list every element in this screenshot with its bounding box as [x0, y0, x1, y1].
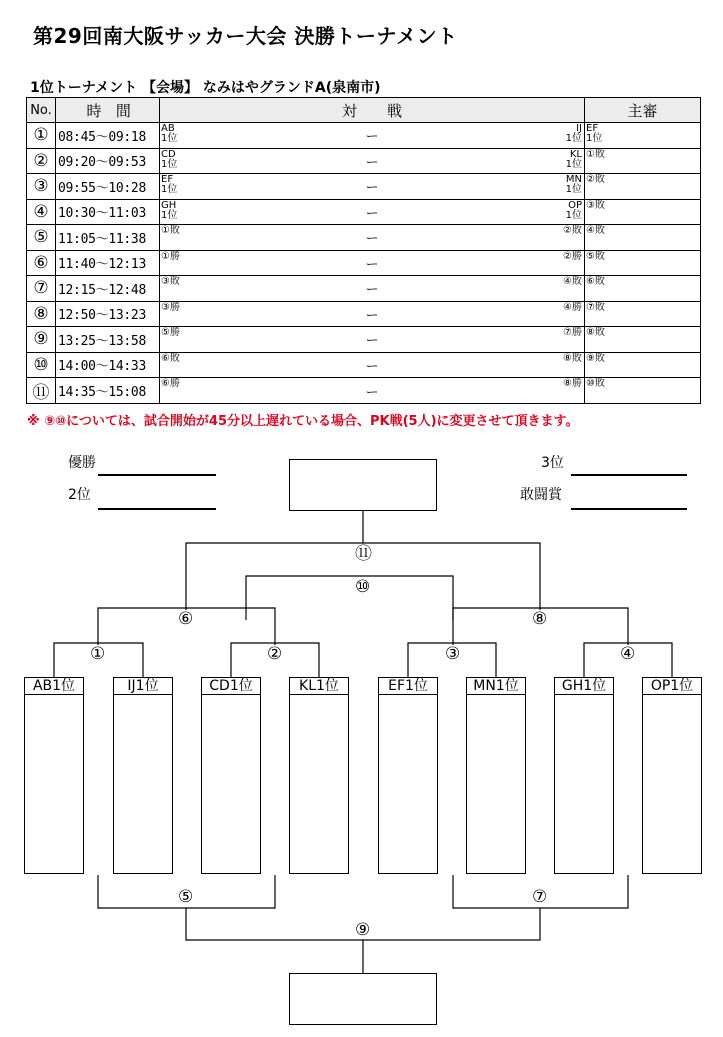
team-box-kl1 — [289, 677, 349, 874]
team-right-line: 1位 — [565, 133, 582, 144]
team-name: OP1位 — [643, 678, 701, 695]
match-10-number: ⑩ — [355, 577, 371, 597]
versus-dash: ー — [365, 180, 379, 196]
versus-dash: ー — [365, 308, 379, 324]
match-time: 11:05～11:38 — [56, 225, 160, 251]
referee-line: ⑧敗 — [586, 327, 605, 338]
match-no: ② — [27, 148, 56, 174]
team-left-line: ③敗 — [161, 276, 180, 287]
referee-line: ⑦敗 — [586, 301, 605, 313]
team-left-line: ⑥勝 — [161, 378, 180, 389]
match-no: ⑤ — [27, 225, 56, 251]
team-right-line: MN — [565, 174, 582, 185]
match-no: ③ — [27, 174, 56, 200]
referee-line: ⑨敗 — [586, 352, 605, 364]
referee-line: EF — [586, 123, 599, 134]
team-name: CD1位 — [202, 678, 260, 695]
match-time: 10:30～11:03 — [56, 199, 160, 225]
match-time: 09:55～10:28 — [56, 174, 160, 200]
fighting-spirit-label: 敢闘賞 — [520, 487, 562, 503]
team-right-line: ④勝 — [563, 301, 582, 313]
header-referee: 主審 — [585, 98, 701, 123]
team-name: EF1位 — [379, 678, 437, 695]
versus-dash: ー — [365, 129, 379, 145]
referee-line: 1位 — [586, 133, 603, 144]
match-time: 14:35～15:08 — [56, 378, 160, 404]
team-right-line: ②勝 — [563, 250, 582, 262]
match-time: 08:45～09:18 — [56, 123, 160, 149]
match-4-number: ④ — [620, 644, 636, 664]
team-right-line: 1位 — [565, 158, 582, 170]
team-right-line: KL — [569, 148, 582, 160]
team-right-line: IJ — [576, 123, 582, 134]
team-right-line: ④敗 — [563, 276, 582, 287]
match-2-number: ② — [267, 644, 283, 664]
page-title: 第29回南大阪サッカー大会 決勝トーナメント — [33, 24, 458, 48]
referee-line: ③敗 — [586, 199, 605, 211]
team-right-line: ⑦勝 — [563, 327, 582, 338]
team-name: AB1位 — [25, 678, 83, 695]
team-box-cd1 — [201, 677, 261, 874]
team-right-line: ②敗 — [563, 225, 582, 236]
versus-dash: ー — [365, 385, 379, 400]
team-right-line: ⑧勝 — [563, 378, 582, 389]
versus-dash: ー — [365, 282, 379, 298]
team-box-ij1 — [113, 677, 173, 874]
team-left-line: ①勝 — [161, 250, 180, 262]
team-box-gh1 — [554, 677, 614, 874]
team-right-line: 1位 — [565, 209, 582, 221]
referee-line: ②敗 — [586, 174, 605, 185]
team-name: IJ1位 — [114, 678, 172, 695]
match-no: ⑩ — [27, 352, 56, 378]
referee-line: ⑩敗 — [586, 378, 605, 389]
team-right-line: OP — [568, 199, 582, 211]
match-time: 11:40～12:13 — [56, 250, 160, 276]
team-left-line: ⑥敗 — [161, 352, 180, 364]
team-box-mn1 — [466, 677, 526, 874]
team-left-line: CD — [161, 148, 176, 160]
match-time: 09:20～09:53 — [56, 148, 160, 174]
delay-note: ※ ⑨⑩については、試合開始が45分以上遅れている場合、PK戦(5人)に変更させて頂きます。 — [27, 414, 579, 429]
match-no: ⑨ — [27, 327, 56, 353]
match-9-number: ⑨ — [355, 920, 371, 940]
team-left-line: GH — [161, 199, 177, 211]
versus-dash: ー — [365, 359, 379, 375]
referee-line: ④敗 — [586, 225, 605, 236]
versus-dash: ー — [365, 231, 379, 247]
match-7-number: ⑦ — [532, 887, 548, 907]
versus-dash: ー — [365, 333, 379, 349]
team-box-ab1 — [24, 677, 84, 874]
team-left-line: ①敗 — [161, 225, 180, 236]
header-no: No. — [27, 98, 56, 123]
team-left-line: 1位 — [161, 209, 178, 221]
team-name: KL1位 — [290, 678, 348, 695]
match-no: ① — [27, 123, 56, 149]
team-left-line: EF — [161, 174, 174, 185]
match-8-number: ⑧ — [532, 609, 548, 629]
versus-dash: ー — [365, 206, 379, 222]
header-time: 時 間 — [56, 98, 160, 123]
match-1-number: ① — [90, 644, 106, 664]
match-time: 12:50～13:23 — [56, 301, 160, 327]
match-3-number: ③ — [445, 644, 461, 664]
versus-dash: ー — [365, 257, 379, 273]
match-no: ④ — [27, 199, 56, 225]
team-left-line: ⑤勝 — [161, 327, 180, 338]
team-box-op1 — [642, 677, 702, 874]
referee-line: ⑤敗 — [586, 250, 605, 262]
second-place-label: 2位 — [68, 487, 91, 503]
team-name: GH1位 — [555, 678, 613, 695]
match-11-number: ⑪ — [355, 544, 372, 564]
match-no: ⑪ — [27, 378, 56, 404]
team-left-line: AB — [161, 123, 175, 134]
team-right-line: 1位 — [565, 184, 582, 195]
referee-line: ①敗 — [586, 148, 605, 160]
match-no: ⑥ — [27, 250, 56, 276]
champion-label: 優勝 — [68, 455, 96, 471]
header-match: 対 戦 — [160, 98, 585, 123]
team-left-line: ③勝 — [161, 301, 180, 313]
match-no: ⑦ — [27, 276, 56, 302]
match-time: 12:15～12:48 — [56, 276, 160, 302]
match-time: 14:00～14:33 — [56, 352, 160, 378]
team-right-line: ⑧敗 — [563, 352, 582, 364]
team-box-ef1 — [378, 677, 438, 874]
team-name: MN1位 — [467, 678, 525, 695]
match-5-number: ⑤ — [178, 887, 194, 907]
third-place-label: 3位 — [541, 455, 564, 471]
team-left-line: 1位 — [161, 158, 178, 170]
versus-dash: ー — [365, 155, 379, 171]
match-time: 13:25～13:58 — [56, 327, 160, 353]
team-left-line: 1位 — [161, 184, 178, 195]
match-6-number: ⑥ — [178, 609, 194, 629]
team-left-line: 1位 — [161, 133, 178, 144]
venue-subtitle: 1位トーナメント 【会場】 なみはやグランドA(泉南市) — [30, 80, 381, 96]
match-no: ⑧ — [27, 301, 56, 327]
referee-line: ⑥敗 — [586, 276, 605, 287]
